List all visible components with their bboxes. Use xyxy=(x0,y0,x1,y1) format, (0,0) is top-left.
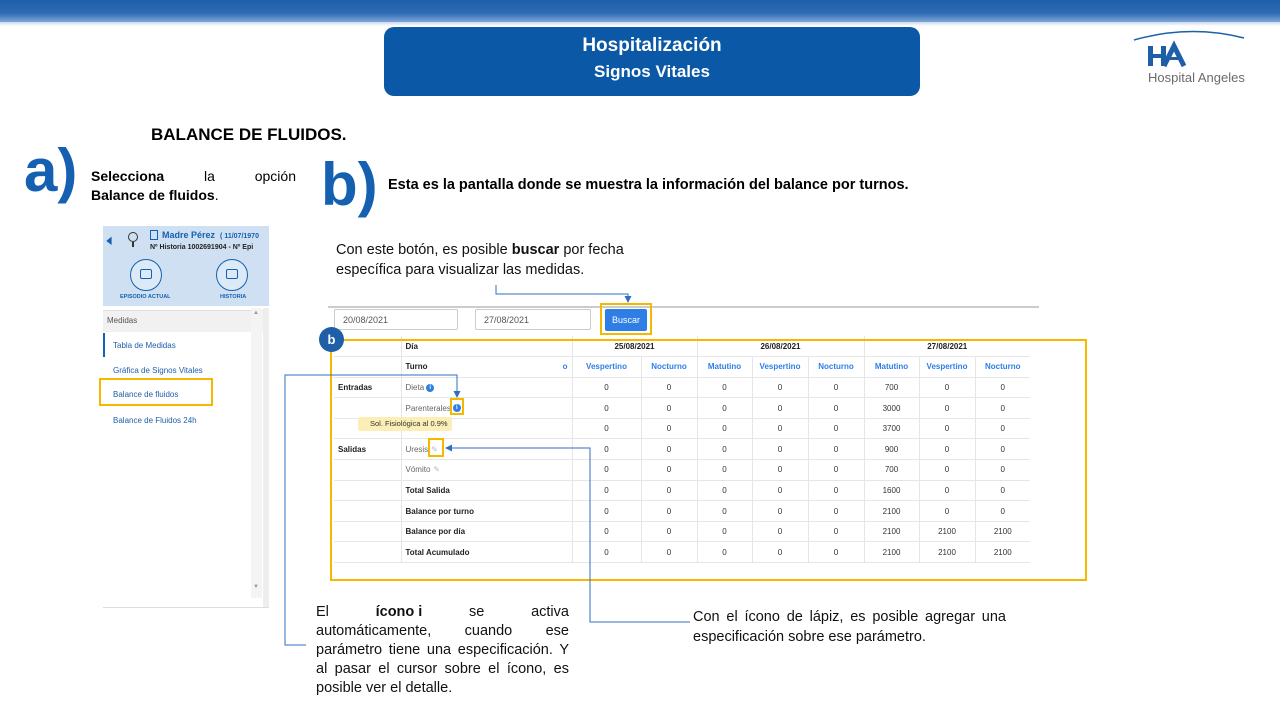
truncated-shift: o xyxy=(562,362,568,372)
step-b-badge: b xyxy=(319,327,344,352)
balance-fluidos-highlight xyxy=(99,378,213,406)
shift-header: Vespertino xyxy=(572,357,641,378)
table-cell: 0 xyxy=(697,377,752,398)
row-label-balance-dia: Balance por día xyxy=(401,521,572,542)
step-a-word2: la xyxy=(203,168,215,184)
group-entradas: Entradas xyxy=(334,377,401,398)
table-cell: 0 xyxy=(641,501,697,522)
note-search: Con este botón, es posible buscar por fecha específica para visualizar las medidas. xyxy=(336,242,624,278)
info-icon[interactable]: i xyxy=(453,404,461,412)
pencil-icon[interactable]: ✎ xyxy=(433,465,441,475)
table-cell: 0 xyxy=(572,377,641,398)
table-cell: 0 xyxy=(808,377,864,398)
row-day-label: Día xyxy=(401,336,572,357)
table-cell: 0 xyxy=(752,521,808,542)
table-cell: 0 xyxy=(752,398,808,419)
table-cell: 0 xyxy=(808,501,864,522)
shift-header: Vespertino xyxy=(919,357,975,378)
table-cell: 0 xyxy=(641,439,697,460)
info-icon[interactable]: i xyxy=(426,384,434,392)
row-label-total-salida: Total Salida xyxy=(401,480,572,501)
table-cell: 0 xyxy=(975,439,1030,460)
table-cell: 0 xyxy=(752,377,808,398)
table-cell: 0 xyxy=(641,398,697,419)
header-subtitle: Signos Vitales xyxy=(594,62,710,81)
medidas-label: Medidas xyxy=(107,316,138,325)
table-cell: 0 xyxy=(697,521,752,542)
step-a-letter: a) xyxy=(24,137,78,204)
table-cell: 0 xyxy=(641,542,697,563)
pencil-icon[interactable]: ✎ xyxy=(431,444,438,454)
date-header: 27/08/2021 xyxy=(864,336,1030,357)
table-cell: 0 xyxy=(975,418,1030,439)
logo-text: Hospital Angeles xyxy=(1148,70,1245,85)
table-cell: 0 xyxy=(697,418,752,439)
table-cell: 0 xyxy=(752,501,808,522)
table-cell: 0 xyxy=(808,460,864,481)
table-cell: 0 xyxy=(641,480,697,501)
menu-item-tabla-medidas[interactable]: Tabla de Medidas xyxy=(113,341,176,350)
note-info-rest: automáticamente, cuando ese parámetro tiene una especificación. Y al pasar el cursor sobre el ícono, es posible ver el detalle. xyxy=(316,623,569,696)
row-label-dieta: Dieta i xyxy=(401,377,572,398)
table-cell: 0 xyxy=(697,542,752,563)
back-arrow-icon[interactable]: 🢐 xyxy=(106,233,113,250)
table-cell: 2100 xyxy=(975,542,1030,563)
table-cell: 700 xyxy=(864,460,919,481)
menu-item-grafica-signos[interactable]: Gráfica de Signos Vitales xyxy=(113,366,203,375)
note-info-w2: se xyxy=(469,604,485,620)
row-label-parenterales: Parenterales i xyxy=(401,398,572,419)
scrollbar[interactable] xyxy=(251,308,262,598)
row-label-balance-turno: Balance por turno xyxy=(401,501,572,522)
shift-header: Vespertino xyxy=(752,357,808,378)
document-icon xyxy=(150,230,158,240)
table-cell: 1600 xyxy=(864,480,919,501)
patient-dob: ( 11/07/1970 xyxy=(220,233,259,240)
shift-header: Matutino xyxy=(697,357,752,378)
top-band xyxy=(0,0,1280,22)
search-connector xyxy=(496,285,628,302)
table-cell: 0 xyxy=(975,377,1030,398)
patient-panel xyxy=(103,226,269,608)
table-cell: 0 xyxy=(808,480,864,501)
table-cell: 0 xyxy=(919,501,975,522)
table-cell: 0 xyxy=(808,521,864,542)
scroll-down-icon[interactable]: ▼ xyxy=(253,584,259,590)
table-cell: 2100 xyxy=(864,521,919,542)
info-tooltip: Sol. Fisiológica al 0.9% xyxy=(358,417,452,431)
table-cell: 0 xyxy=(975,480,1030,501)
table-cell: 0 xyxy=(919,439,975,460)
table-cell: 2100 xyxy=(864,501,919,522)
section-title: BALANCE DE FLUIDOS. xyxy=(151,125,347,144)
table-cell: 0 xyxy=(919,377,975,398)
table-cell: 0 xyxy=(808,542,864,563)
table-cell: 0 xyxy=(919,418,975,439)
date-from-field[interactable]: 20/08/2021 xyxy=(334,309,458,330)
table-cell: 0 xyxy=(697,480,752,501)
group-salidas: Salidas xyxy=(334,439,401,460)
row-shift-label: Turno o xyxy=(401,357,572,378)
table-cell: 3700 xyxy=(864,418,919,439)
scroll-up-icon[interactable]: ▲ xyxy=(253,310,259,316)
row-label-total-acumulado: Total Acumulado xyxy=(401,542,572,563)
table-cell: 0 xyxy=(572,398,641,419)
table-cell: 0 xyxy=(752,460,808,481)
menu-item-balance-fluidos[interactable]: Balance de fluidos xyxy=(113,390,179,399)
note-info-bold: ícono i xyxy=(375,604,423,620)
table-cell: 0 xyxy=(919,480,975,501)
table-cell: 0 xyxy=(641,377,697,398)
step-a-option: Balance de fluidos xyxy=(91,187,215,203)
shift-header: Nocturno xyxy=(641,357,697,378)
table-cell: 0 xyxy=(572,480,641,501)
table-cell: 0 xyxy=(975,501,1030,522)
table-cell: 900 xyxy=(864,439,919,460)
table-cell: 0 xyxy=(808,398,864,419)
date-header: 25/08/2021 xyxy=(572,336,697,357)
shift-header: Nocturno xyxy=(975,357,1030,378)
table-highlight xyxy=(330,339,1087,581)
table-cell: 0 xyxy=(752,542,808,563)
note-search-bold: buscar xyxy=(511,242,560,258)
table-cell: 0 xyxy=(572,521,641,542)
search-button[interactable]: Buscar xyxy=(605,309,647,331)
shift-header: Matutino xyxy=(864,357,919,378)
table-cell: 0 xyxy=(697,460,752,481)
table-cell: 0 xyxy=(752,418,808,439)
header-banner xyxy=(384,27,920,96)
table-cell: 0 xyxy=(641,521,697,542)
table-cell: 0 xyxy=(919,398,975,419)
date-to-field[interactable]: 27/08/2021 xyxy=(475,309,591,330)
table-cell: 0 xyxy=(697,501,752,522)
table-cell: 0 xyxy=(572,460,641,481)
step-b-description: Esta es la pantalla donde se muestra la información del balance por turnos. xyxy=(388,177,909,193)
table-cell: 0 xyxy=(697,398,752,419)
step-a-word3: opción xyxy=(254,168,296,184)
table-cell: 0 xyxy=(572,439,641,460)
note-info-icon xyxy=(316,603,569,698)
table-cell: 0 xyxy=(641,460,697,481)
history-label: HISTORIA xyxy=(220,294,247,300)
step-a-description xyxy=(91,167,296,205)
table-cell: 700 xyxy=(864,377,919,398)
table-cell: 0 xyxy=(697,439,752,460)
table-cell: 0 xyxy=(752,439,808,460)
table-cell: 2100 xyxy=(919,521,975,542)
table-cell: 0 xyxy=(572,418,641,439)
header-title: Hospitalización xyxy=(582,35,722,56)
step-b-letter: b) xyxy=(321,151,378,218)
history-button[interactable] xyxy=(216,259,248,291)
table-cell: 2100 xyxy=(975,521,1030,542)
menu-item-balance-24h[interactable]: Balance de Fluidos 24h xyxy=(113,416,197,425)
row-label-vomito: Vómito ✎ xyxy=(401,460,572,481)
note-info-w3: activa xyxy=(531,604,569,620)
table-cell: 0 xyxy=(808,439,864,460)
search-button-highlight xyxy=(600,303,652,335)
patient-name: Madre Pérez ( 11/07/1970 xyxy=(162,230,259,240)
active-indicator xyxy=(103,333,105,357)
step-a-suffix: . xyxy=(214,187,219,203)
table-cell: 0 xyxy=(919,460,975,481)
episode-label: EPISODIO ACTUAL xyxy=(120,294,171,300)
patient-history-number: Nº Historia 1002691904 - Nº Epi xyxy=(150,244,254,251)
shift-header: Nocturno xyxy=(808,357,864,378)
episode-icon xyxy=(140,269,152,279)
table-cell: 0 xyxy=(808,418,864,439)
episode-button[interactable] xyxy=(130,259,162,291)
table-cell: 0 xyxy=(572,542,641,563)
note-info-w1: El xyxy=(316,604,329,620)
panel-edge xyxy=(263,308,269,608)
table-cell: 0 xyxy=(572,501,641,522)
table-cell: 3000 xyxy=(864,398,919,419)
note-pencil-icon: Con el ícono de lápiz, es posible agregar una especificación sobre ese parámetro. xyxy=(693,609,1006,645)
date-header: 26/08/2021 xyxy=(697,336,864,357)
table-cell: 0 xyxy=(641,418,697,439)
screenshot-divider xyxy=(328,306,1039,308)
table-cell: 0 xyxy=(752,480,808,501)
table-cell: 2100 xyxy=(919,542,975,563)
table-cell: 0 xyxy=(975,460,1030,481)
pin-icon[interactable] xyxy=(128,232,138,242)
folder-icon xyxy=(226,269,238,279)
row-label-uresis: Uresis ✎ xyxy=(401,439,572,460)
table-cell: 2100 xyxy=(864,542,919,563)
step-a-word1: Selecciona xyxy=(91,168,165,184)
table-cell: 0 xyxy=(975,398,1030,419)
